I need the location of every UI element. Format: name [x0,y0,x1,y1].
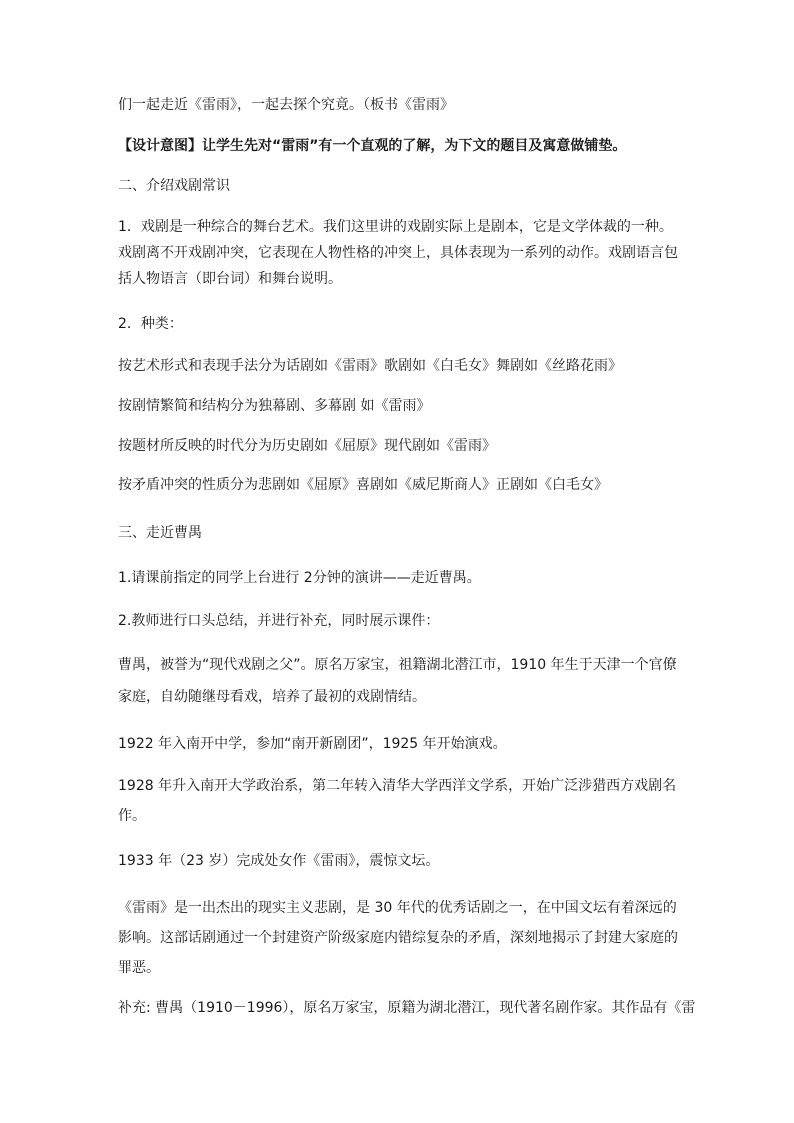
section-heading-caoyu: 三、走近曹禺 [118,525,202,541]
thunderstorm-line-3: 罪恶。 [118,960,160,976]
thunderstorm-line-1: 《雷雨》是一出杰出的现实主义悲剧，是 30 年代的优秀话剧之一，在中国文坛有着深远的 [118,900,677,916]
type-line-conflict: 按矛盾冲突的性质分为悲剧如《屈原》喜剧如《威尼斯商人》正剧如《白毛女》 [118,477,608,493]
thunderstorm-line-2: 影响。这部话剧通过一个封建资产阶级家庭内错综复杂的矛盾，深刻地揭示了封建大家庭的 [118,930,678,946]
bio-line-1933: 1933 年（23 岁）完成处女作《雷雨》，震惊文坛。 [118,853,440,869]
text-line-drama-1: 1．戏剧是一种综合的舞台艺术。我们这里讲的戏剧实际上是剧本，它是文学体裁的一种。 [118,219,673,235]
bio-line-1922: 1922 年入南开中学，参加“南开新剧团”，1925 年开始演戏。 [118,736,507,752]
bio-line-2: 家庭，自幼随继母看戏，培养了最初的戏剧情结。 [118,689,426,705]
design-intent-line: 【设计意图】让学生先对“雷雨”有一个直观的了解，为下文的题目及寓意做铺垫。 [118,138,627,154]
bio-line-1: 曹禺，被誉为“现代戏剧之父”。原名万家宝，祖籍湖北潜江市，1910 年生于天津一个官僚 [118,657,677,673]
text-line-drama-2: 戏剧离不开戏剧冲突，它表现在人物性格的冲突上，具体表现为一系列的动作。戏剧语言包 [118,245,678,261]
text-line-1: 们一起走近《雷雨》，一起去探个究竟。（板书《雷雨》 [118,97,454,113]
type-line-era: 按题材所反映的时代分为历史剧如《屈原》现代剧如《雷雨》 [118,438,496,454]
type-line-art-form: 按艺术形式和表现手法分为话剧如《雷雨》歌剧如《白毛女》舞剧如《丝路花雨》 [118,358,622,374]
types-heading: 2．种类： [118,316,183,332]
step-line-2: 2.教师进行口头总结，并进行补充，同时展示课件： [118,613,440,629]
bio-line-1928-a: 1928 年升入南开大学政治系，第二年转入清华大学西洋文学系，开始广泛涉猎西方戏剧名 [118,778,677,794]
text-line-drama-3: 括人物语言（即台词）和舞台说明。 [118,271,342,287]
supplement-line: 补充: 曹禺（1910－1996），原名万家宝，原籍为湖北潜江，现代著名剧作家。其作品有《雷 [118,1000,696,1016]
step-line-1: 1.请课前指定的同学上台进行 2分钟的演讲——走近曹禺。 [118,570,481,586]
type-line-structure: 按剧情繁简和结构分为独幕剧、多幕剧 如《雷雨》 [118,398,431,414]
bio-line-1928-b: 作。 [118,808,146,824]
section-heading-drama: 二、介绍戏剧常识 [118,178,230,194]
